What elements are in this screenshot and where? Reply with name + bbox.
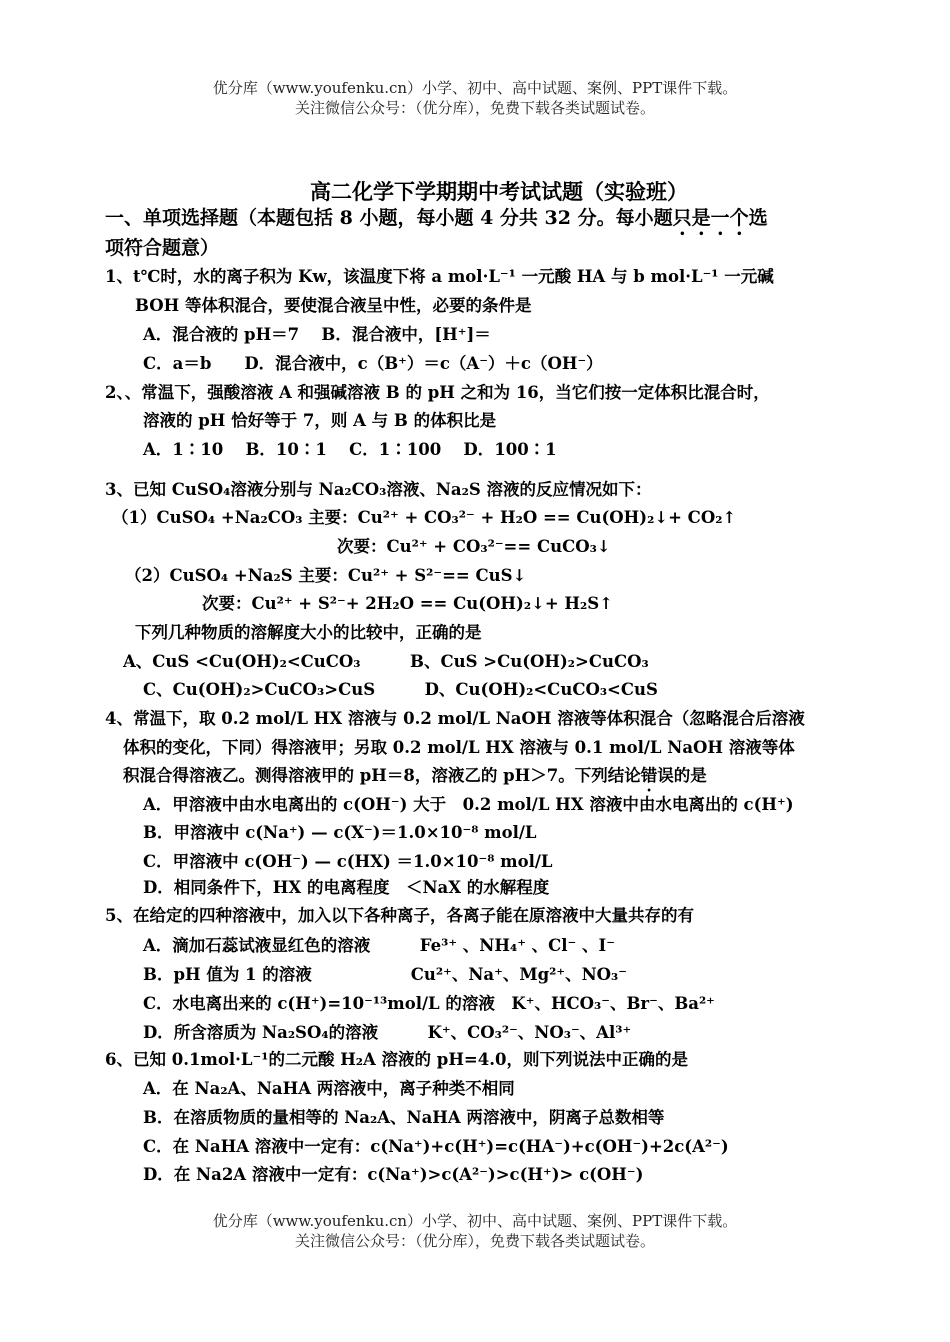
section-heading-text: 一、单项选择题（本题包括 8 小题，每小题 4 分共 32 分。每小题	[105, 207, 673, 229]
q6-option-d: D．在 Na2A 溶液中一定有：c(Na⁺)>c(A²⁻)>c(H⁺)> c(OH⁻)	[143, 1165, 644, 1184]
q4-option-c: C．甲溶液中 c(OH⁻) — c(HX) ＝1.0×10⁻⁸ mol/L	[143, 852, 553, 871]
q5-stem: 5、在给定的四种溶液中，加入以下各种离子，各离子能在原溶液中大量共存的有	[105, 906, 694, 925]
section-heading-end: 选	[748, 207, 768, 229]
q1-stem-line-2: BOH 等体积混合，要使混合液呈中性，必要的条件是	[135, 296, 532, 315]
q1-stem-line-1: 1、t℃时，水的离子积为 Kw，该温度下将 a mol·L⁻¹ 一元酸 HA 与 b mol·L⁻¹ 一元碱	[105, 267, 774, 286]
q4-stem-line-1: 4、常温下，取 0.2 mol/L HX 溶液与 0.2 mol/L NaOH 溶液等体积混合（忽略混合后溶液	[105, 709, 805, 728]
q4-stem-line-3-end: 误的是	[657, 766, 707, 785]
q3-question: 下列几种物质的溶解度大小的比较中，正确的是	[135, 623, 482, 642]
q3-reaction-2-main: （2）CuSO₄ +Na₂S 主要：Cu²⁺ + S²⁻== CuS↓	[125, 566, 527, 585]
q3-options-ab: A、CuS <Cu(OH)₂<CuCO₃ B、CuS >Cu(OH)₂>CuCO₃	[123, 652, 649, 671]
q3-reaction-1-main: （1）CuSO₄ +Na₂CO₃ 主要：Cu²⁺ + CO₃²⁻ + H₂O == Cu(OH)₂↓+ CO₂↑	[112, 508, 737, 527]
page-title: 高二化学下学期期中考试试题（实验班）	[310, 179, 688, 204]
q3-stem: 3、已知 CuSO₄溶液分别与 Na₂CO₃溶液、Na₂S 溶液的反应情况如下：	[105, 480, 652, 499]
q3-reaction-2-minor: 次要：Cu²⁺ + S²⁻+ 2H₂O == Cu(OH)₂↓+ H₂S↑	[202, 594, 613, 613]
q5-option-a: A．滴加石蕊试液显红色的溶液 Fe³⁺ 、NH₄⁺ 、Cl⁻ 、I⁻	[143, 936, 615, 955]
q4-option-a: A．甲溶液中由水电离出的 c(OH⁻) 大于 0.2 mol/L HX 溶液中由水电离出的 c(H⁺)	[143, 795, 794, 814]
q5-option-d: D．所含溶质为 Na₂SO₄的溶液 K⁺、CO₃²⁻、NO₃⁻、Al³⁺	[143, 1023, 632, 1042]
q2-options: A．1∶10 B．10∶1 C．1∶100 D．100∶1	[143, 440, 557, 459]
q1-options-cd: C．a＝b D．混合液中，c（B⁺）＝c（A⁻）＋c（OH⁻）	[143, 354, 603, 373]
footer-line-2: 关注微信公众号：（优分库），免费下载各类试题试卷。	[294, 1232, 655, 1250]
q3-reaction-1-minor: 次要：Cu²⁺ + CO₃²⁻== CuCO₃↓	[337, 537, 611, 556]
q6-option-b: B．在溶质物质的量相等的 Na₂A、NaHA 两溶液中，阴离子总数相等	[143, 1108, 665, 1127]
q5-option-b: B．pH 值为 1 的溶液 Cu²⁺、Na⁺、Mg²⁺、NO₃⁻	[143, 965, 627, 984]
q4-stem-line-3-emphasis: 错	[640, 766, 658, 785]
q4-stem-line-3	[123, 764, 707, 795]
section-heading-line-2: 项符合题意）	[105, 237, 220, 259]
q2-stem-line-2: 溶液的 pH 恰好等于 7，则 A 与 B 的体积比是	[143, 411, 497, 430]
q6-option-a: A．在 Na₂A、NaHA 两溶液中，离子种类不相同	[143, 1079, 515, 1098]
q4-option-b: B．甲溶液中 c(Na⁺) — c(X⁻)＝1.0×10⁻⁸ mol/L	[143, 823, 537, 842]
q4-stem-line-2: 体积的变化，下同）得溶液甲；另取 0.2 mol/L HX 溶液与 0.1 mol/L NaOH 溶液等体	[123, 738, 795, 757]
q6-option-c: C．在 NaHA 溶液中一定有：c(Na⁺)+c(H⁺)=c(HA⁻)+c(OH⁻)+2c(A²⁻)	[143, 1137, 729, 1156]
q1-options-ab: A．混合液的 pH＝7 B．混合液中，[H⁺]＝	[143, 325, 491, 344]
q2-stem-line-1: 2、、常温下，强酸溶液 A 和强碱溶液 B 的 pH 之和为 16，当它们按一定体积比混合时，	[105, 383, 770, 402]
section-heading-emphasis: 只是一个	[672, 207, 749, 229]
q4-stem-line-3-text: 积混合得溶液乙。测得溶液甲的 pH＝8，溶液乙的 pH＞7。下列结论	[123, 766, 641, 785]
q4-option-d: D．相同条件下，HX 的电离程度 ＜NaX 的水解程度	[143, 878, 550, 897]
q6-stem: 6、已知 0.1mol·L⁻¹的二元酸 H₂A 溶液的 pH=4.0，则下列说法中正确的是	[105, 1050, 688, 1069]
q3-options-cd: C、Cu(OH)₂>CuCO₃>CuS D、Cu(OH)₂<CuCO₃<CuS	[143, 680, 658, 699]
q5-option-c: C．水电离出来的 c(H⁺)=10⁻¹³mol/L 的溶液 K⁺、HCO₃⁻、Br⁻、Ba²⁺	[143, 994, 715, 1013]
footer-line-1: 优分库（www.youfenku.cn）小学、初中、高中试题、案例、PPT课件下载。	[212, 1212, 738, 1230]
section-heading	[105, 206, 768, 240]
header-line-1: 优分库（www.youfenku.cn）小学、初中、高中试题、案例、PPT课件下载。	[212, 79, 738, 97]
header-line-2: 关注微信公众号：（优分库），免费下载各类试题试卷。	[294, 99, 655, 117]
